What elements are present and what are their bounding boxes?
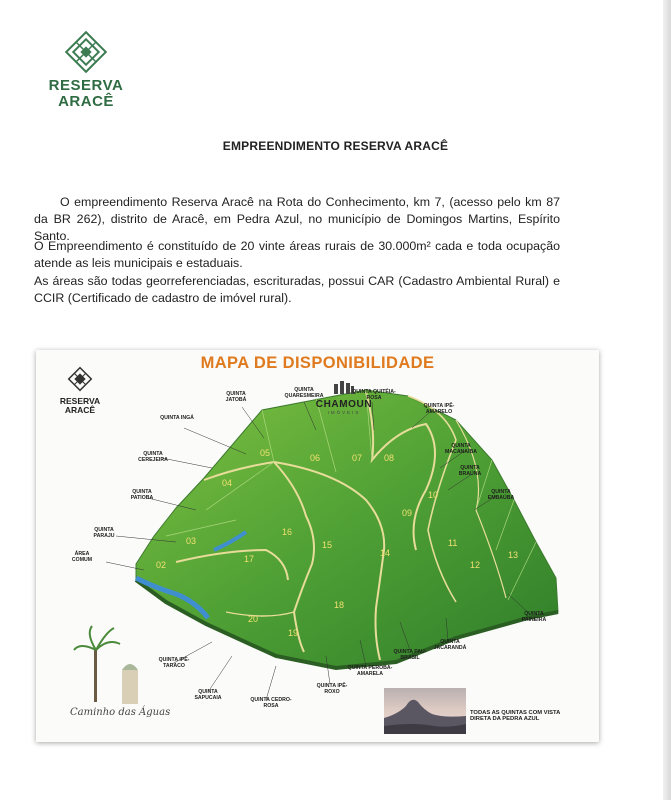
label-cedro-rosa: QUINTA CEDRO-ROSA [250,697,292,709]
lot-number-12: 12 [470,560,481,570]
label-cerejeira: QUINTA CEREJEIRA [138,451,168,463]
label-quiteia-rosa: QUINTA QUITÉIA-ROSA [352,389,396,401]
label-ipe-taraco: QUINTA IPÊ-TARACO [158,657,190,669]
lot-number-06: 06 [310,453,321,463]
label-embauba: QUINTA EMBAÚBA [487,489,515,501]
label-brauna: QUINTA BRAÚNA [458,465,482,477]
caminho-das-aguas-signature: Caminho das Águas [70,707,171,718]
label-quaresmeira: QUINTA QUARESMEIRA [284,387,324,399]
lot-number-11: 11 [448,538,458,548]
logo-text-line1: RESERVA [48,77,124,94]
lot-number-04: 04 [222,478,233,488]
map-logo-line2: ARACÊ [64,405,96,415]
leaf-diamond-icon [64,30,108,74]
label-ipe-roxo: QUINTA IPÊ-ROXO [316,683,348,695]
lot-number-09: 09 [402,508,413,518]
logo-text-line2: ARACÊ [58,93,114,110]
vista-caption: TODAS AS QUINTAS COM VISTA DIRETA DA PEDRA AZUL [470,710,561,723]
partner-sub: IMÓVEIS [327,410,361,415]
label-peroba-amarela: QUINTA PEROBA-AMARELA [347,665,393,677]
paragraph-location: O empreendimento Reserva Aracê na Rota do Conhecimento, km 7, (acesso pelo km 87 da BR 262), distrito de Aracê, em Pedra Azul, no município de Domingos Martins, Espírito Santo. [34,195,560,243]
lot-number-15: 15 [322,540,333,550]
label-patioba: QUINTA PATIOBA [130,489,154,501]
partner-name: CHAMOUN [315,399,373,410]
label-inga: QUINTA INGÁ [160,415,194,421]
company-logo [46,30,126,109]
label-pau-brasil: QUINTA PAU-BRASIL [393,649,427,661]
lot-number-13: 13 [508,550,519,560]
leaf-diamond-icon [67,366,93,392]
label-macanaiba: QUINTA MACANAÍBA [445,443,477,455]
label-paraju: QUINTA PARAJU [93,527,115,539]
map-logo-line1: RESERVA [59,396,101,406]
paragraph-registration: As áreas são todas georreferenciadas, escrituradas, possui CAR (Cadastro Ambiental Rural) e CCIR (Certificado de cadastro de imóvel rural). [34,274,560,305]
label-paineira: QUINTA PAINEIRA [521,611,547,623]
lot-number-19: 19 [288,628,299,638]
lot-number-17: 17 [244,554,255,564]
lot-number-14: 14 [380,548,391,558]
mountain-icon [384,688,466,734]
palm-tree-illustration [74,626,138,704]
label-jacaranda: QUINTA JACARANDÁ [433,639,467,651]
document-title: EMPREENDIMENTO RESERVA ARACÊ [222,139,449,153]
lot-number-20: 20 [248,614,259,624]
label-jatoba: QUINTA JATOBÁ [225,391,247,403]
pedra-azul-photo [384,688,466,734]
lot-number-18: 18 [334,600,345,610]
paragraph-composition: O Empreendimento é constituído de 20 vinte áreas rurais de 30.000m² cada e toda ocupação atende as leis municipais e estaduais. [34,239,560,270]
label-sapucaia: QUINTA SAPUCAIA [194,689,222,701]
lot-number-08: 08 [384,453,395,463]
lot-number-07: 07 [352,453,363,463]
lot-number-10: 10 [428,490,439,500]
label-ipe-amarelo: QUINTA IPÊ-AMARELO [423,403,455,415]
map-title: MAPA DE DISPONIBILIDADE [200,354,435,372]
lot-number-02: 02 [156,560,167,570]
map-logo [52,366,108,415]
lot-number-05: 05 [260,448,271,458]
availability-map [36,350,599,742]
label-area-comum: ÁREA COMUM [71,551,93,563]
lot-number-03: 03 [186,536,197,546]
lot-number-16: 16 [282,527,293,537]
page-edge [663,0,671,800]
